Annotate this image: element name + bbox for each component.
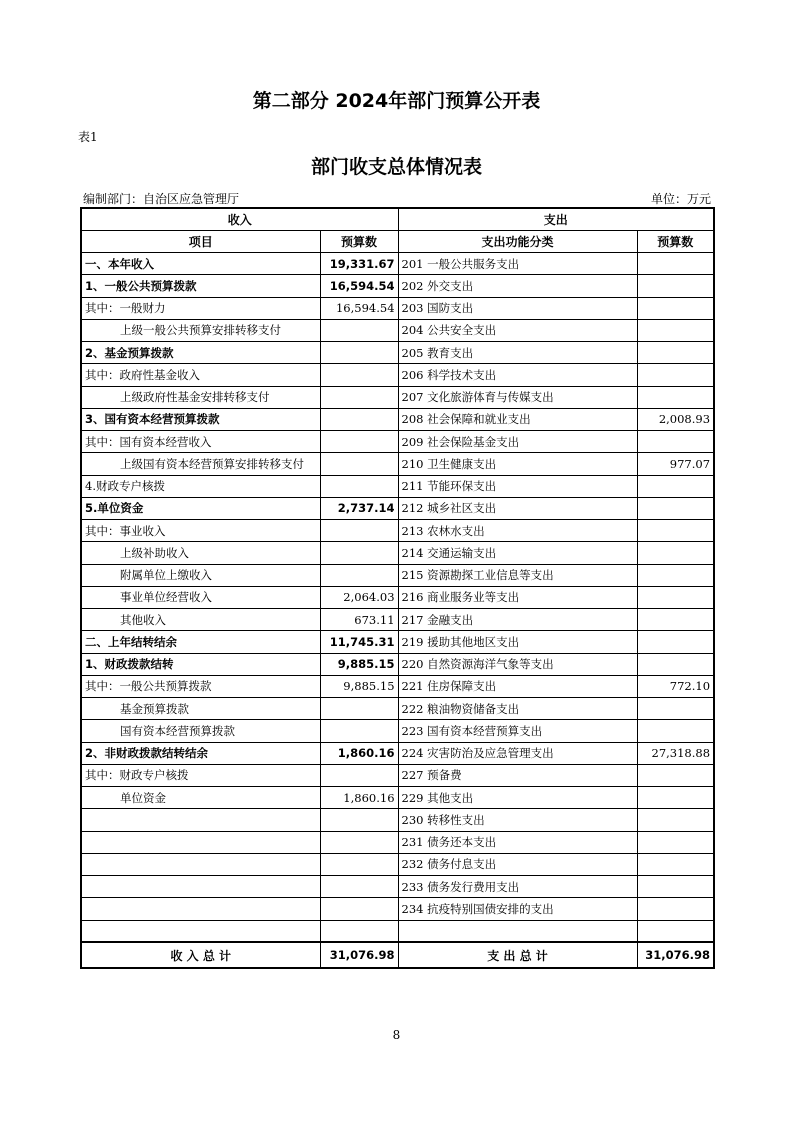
income-item-cell: 其中：国有资本经营收入 (81, 431, 320, 453)
income-amount-cell (320, 364, 398, 386)
income-amount-cell (320, 898, 398, 920)
table-row (81, 453, 714, 475)
table-row (81, 831, 714, 853)
table-row (81, 364, 714, 386)
expense-amount-cell (637, 386, 714, 408)
income-item-cell (81, 898, 320, 920)
expense-header: 支出 (398, 208, 714, 230)
item-column-header: 项目 (81, 230, 320, 252)
expense-item-cell: 221 住房保障支出 (398, 675, 637, 697)
income-item-cell (81, 876, 320, 898)
expense-total-amount: 31,076.98 (637, 942, 714, 968)
header-row-sections (81, 208, 714, 230)
income-item-cell (81, 853, 320, 875)
expense-item-cell: 204 公共安全支出 (398, 319, 637, 341)
income-amount-cell: 1,860.16 (320, 742, 398, 764)
expense-item-cell: 211 节能环保支出 (398, 475, 637, 497)
income-item-cell: 二、上年结转结余 (81, 631, 320, 653)
page-title: 第二部分 2024年部门预算公开表 (252, 90, 541, 112)
expense-item-cell: 206 科学技术支出 (398, 364, 637, 386)
income-item-cell (81, 831, 320, 853)
income-total-amount: 31,076.98 (320, 942, 398, 968)
expense-amount-cell (637, 898, 714, 920)
income-item-cell (81, 920, 320, 942)
expense-amount-cell (637, 631, 714, 653)
income-amount-cell: 673.11 (320, 609, 398, 631)
expense-amount-cell (637, 275, 714, 297)
expense-item-cell: 232 债务付息支出 (398, 853, 637, 875)
expense-amount-cell (637, 720, 714, 742)
income-amount-cell: 2,064.03 (320, 586, 398, 608)
income-amount-cell (320, 764, 398, 786)
expense-amount-cell (637, 342, 714, 364)
header-row-columns (81, 230, 714, 252)
income-amount-cell (320, 319, 398, 341)
expense-amount-cell: 2,008.93 (637, 408, 714, 430)
expense-item-cell: 207 文化旅游体育与传媒支出 (398, 386, 637, 408)
expense-amount-cell: 977.07 (637, 453, 714, 475)
budget-table (80, 207, 715, 969)
expense-amount-cell: 27,318.88 (637, 742, 714, 764)
income-item-cell: 一、本年收入 (81, 253, 320, 275)
expense-amount-cell (637, 475, 714, 497)
table-row (81, 520, 714, 542)
expense-amount-cell (637, 653, 714, 675)
income-item-cell: 事业单位经营收入 (81, 586, 320, 608)
income-amount-cell (320, 698, 398, 720)
expense-item-cell: 227 预备费 (398, 764, 637, 786)
table-row (81, 720, 714, 742)
expense-item-cell: 220 自然资源海洋气象等支出 (398, 653, 637, 675)
table-row (81, 386, 714, 408)
income-item-cell: 其中：政府性基金收入 (81, 364, 320, 386)
income-amount-cell (320, 342, 398, 364)
income-item-cell: 其中：一般公共预算拨款 (81, 675, 320, 697)
expense-amount-cell (637, 831, 714, 853)
table-title: 部门收支总体情况表 (310, 156, 482, 178)
expense-amount-cell (637, 431, 714, 453)
expense-item-cell: 212 城乡社区支出 (398, 497, 637, 519)
expense-total-label: 支 出 总 计 (398, 942, 637, 968)
income-amount-cell: 16,594.54 (320, 297, 398, 319)
expense-item-cell (398, 920, 637, 942)
expense-item-cell: 205 教育支出 (398, 342, 637, 364)
income-header: 收入 (81, 208, 398, 230)
expense-amount-cell (637, 253, 714, 275)
income-item-cell: 1、一般公共预算拨款 (81, 275, 320, 297)
expense-amount-cell (637, 586, 714, 608)
table-row (81, 898, 714, 920)
income-item-cell: 2、基金预算拨款 (81, 342, 320, 364)
expense-amount-cell (637, 609, 714, 631)
expense-item-cell: 203 国防支出 (398, 297, 637, 319)
expense-amount-column-header: 预算数 (637, 230, 714, 252)
table-row (81, 564, 714, 586)
expense-item-cell: 209 社会保险基金支出 (398, 431, 637, 453)
income-amount-cell (320, 542, 398, 564)
income-amount-cell (320, 431, 398, 453)
table-row (81, 653, 714, 675)
income-item-cell: 4.财政专户核拨 (81, 475, 320, 497)
table-row (81, 297, 714, 319)
income-item-cell: 5.单位资金 (81, 497, 320, 519)
income-amount-cell (320, 853, 398, 875)
expense-item-cell: 230 转移性支出 (398, 809, 637, 831)
expense-item-cell: 208 社会保障和就业支出 (398, 408, 637, 430)
income-item-cell: 其中：财政专户核拨 (81, 764, 320, 786)
expense-amount-cell (637, 319, 714, 341)
income-amount-cell (320, 386, 398, 408)
expense-amount-cell (637, 787, 714, 809)
income-item-cell: 1、财政拨款结转 (81, 653, 320, 675)
expense-amount-cell (637, 920, 714, 942)
table-row (81, 475, 714, 497)
unit-label: 单位：万元 (650, 192, 711, 206)
income-amount-cell (320, 564, 398, 586)
page-number: 8 (392, 1028, 401, 1042)
income-item-cell: 上级补助收入 (81, 542, 320, 564)
table-row (81, 631, 714, 653)
income-amount-cell (320, 520, 398, 542)
income-amount-cell: 11,745.31 (320, 631, 398, 653)
income-amount-cell (320, 809, 398, 831)
table-row (81, 876, 714, 898)
table-row (81, 586, 714, 608)
function-class-column-header: 支出功能分类 (398, 230, 637, 252)
income-amount-cell: 2,737.14 (320, 497, 398, 519)
expense-amount-cell (637, 520, 714, 542)
table-number: 表1 (78, 130, 98, 144)
expense-amount-cell (637, 809, 714, 831)
expense-amount-cell (637, 876, 714, 898)
table-row (81, 764, 714, 786)
expense-item-cell: 213 农林水支出 (398, 520, 637, 542)
income-item-cell: 其中：事业收入 (81, 520, 320, 542)
income-item-cell: 上级政府性基金安排转移支付 (81, 386, 320, 408)
income-item-cell: 上级国有资本经营预算安排转移支付 (81, 453, 320, 475)
expense-amount-cell (637, 297, 714, 319)
table-row (81, 342, 714, 364)
table-row (81, 809, 714, 831)
income-amount-cell (320, 453, 398, 475)
table-row (81, 408, 714, 430)
table-row (81, 497, 714, 519)
expense-amount-cell: 772.10 (637, 675, 714, 697)
expense-item-cell: 202 外交支出 (398, 275, 637, 297)
table-row (81, 853, 714, 875)
expense-amount-cell (637, 564, 714, 586)
table-row (81, 742, 714, 764)
expense-item-cell: 222 粮油物资储备支出 (398, 698, 637, 720)
table-row (81, 609, 714, 631)
income-item-cell: 其他收入 (81, 609, 320, 631)
expense-item-cell: 219 援助其他地区支出 (398, 631, 637, 653)
income-amount-cell: 19,331.67 (320, 253, 398, 275)
income-amount-cell (320, 831, 398, 853)
income-item-cell: 其中：一般财力 (81, 297, 320, 319)
table-row (81, 431, 714, 453)
table-row (81, 542, 714, 564)
income-total-label: 收 入 总 计 (81, 942, 320, 968)
income-item-cell: 2、非财政拨款结转结余 (81, 742, 320, 764)
expense-item-cell: 217 金融支出 (398, 609, 637, 631)
table-row (81, 319, 714, 341)
expense-item-cell: 224 灾害防治及应急管理支出 (398, 742, 637, 764)
income-item-cell: 基金预算拨款 (81, 698, 320, 720)
table-row (81, 253, 714, 275)
table-row (81, 787, 714, 809)
income-amount-cell (320, 720, 398, 742)
expense-amount-cell (637, 853, 714, 875)
expense-amount-cell (637, 364, 714, 386)
table-row (81, 675, 714, 697)
expense-item-cell: 223 国有资本经营预算支出 (398, 720, 637, 742)
income-amount-cell: 16,594.54 (320, 275, 398, 297)
totals-row (81, 942, 714, 968)
compiling-department: 编制部门：自治区应急管理厅 (83, 192, 240, 206)
income-amount-cell: 9,885.15 (320, 675, 398, 697)
table-row (81, 275, 714, 297)
income-item-cell: 上级一般公共预算安排转移支付 (81, 319, 320, 341)
expense-amount-cell (637, 698, 714, 720)
expense-item-cell: 229 其他支出 (398, 787, 637, 809)
table-row (81, 920, 714, 942)
expense-item-cell: 214 交通运输支出 (398, 542, 637, 564)
income-item-cell: 国有资本经营预算拨款 (81, 720, 320, 742)
income-amount-cell (320, 408, 398, 430)
income-item-cell: 附属单位上缴收入 (81, 564, 320, 586)
income-item-cell (81, 809, 320, 831)
income-item-cell: 单位资金 (81, 787, 320, 809)
income-amount-column-header: 预算数 (320, 230, 398, 252)
expense-item-cell: 215 资源勘探工业信息等支出 (398, 564, 637, 586)
expense-item-cell: 233 债务发行费用支出 (398, 876, 637, 898)
expense-item-cell: 234 抗疫特别国债安排的支出 (398, 898, 637, 920)
expense-amount-cell (637, 764, 714, 786)
income-amount-cell (320, 876, 398, 898)
expense-item-cell: 210 卫生健康支出 (398, 453, 637, 475)
income-amount-cell: 1,860.16 (320, 787, 398, 809)
expense-amount-cell (637, 497, 714, 519)
income-amount-cell (320, 920, 398, 942)
income-item-cell: 3、国有资本经营预算拨款 (81, 408, 320, 430)
expense-item-cell: 201 一般公共服务支出 (398, 253, 637, 275)
income-amount-cell (320, 475, 398, 497)
expense-amount-cell (637, 542, 714, 564)
table-row (81, 698, 714, 720)
expense-item-cell: 231 债务还本支出 (398, 831, 637, 853)
income-amount-cell: 9,885.15 (320, 653, 398, 675)
expense-item-cell: 216 商业服务业等支出 (398, 586, 637, 608)
